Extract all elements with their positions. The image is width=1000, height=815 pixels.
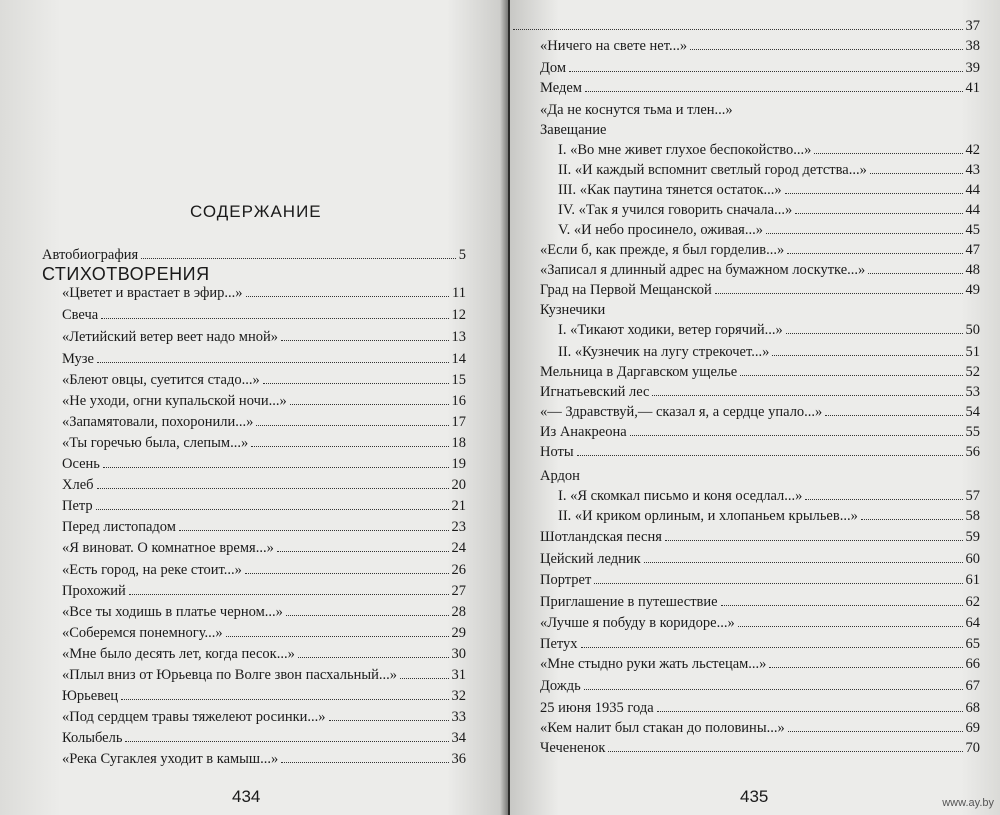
toc-entry-title: Завещание [540,122,607,138]
toc-entry-title: «Ничего на свете нет...» [540,38,688,54]
leader-dots [251,446,448,447]
toc-entry-page: 45 [965,222,980,238]
leader-dots [630,435,963,436]
leader-dots [277,551,449,552]
leader-dots [577,455,963,456]
toc-entry-title: «Да не коснутся тьма и тлен...» [540,102,733,118]
toc-entry-title: Ардон [540,468,580,484]
leader-dots [290,404,449,405]
toc-entry-title: III. «Как паутина тянется остаток...» [558,182,782,198]
toc-entry-title: Свеча [62,307,99,323]
leader-dots [121,699,448,700]
toc-entry-page: 11 [452,285,466,301]
toc-entry-page: 34 [451,730,466,746]
toc-entry-title: «Если б, как прежде, я был горделив...» [540,242,785,258]
leader-dots [129,594,449,595]
toc-entry-page: 51 [965,344,980,360]
toc-entry-title: «Плыл вниз от Юрьевца по Волге звон пасхальный...» [62,667,397,683]
toc-entry-page: 16 [451,393,466,409]
leader-dots [96,509,449,510]
toc-entry [540,571,980,589]
leader-dots [594,583,962,584]
toc-entry-title: Игнатьевский лес [540,384,650,400]
toc-entry [540,121,606,139]
leader-dots [721,605,963,606]
toc-entry-title: «Лучше я побуду в коридоре...» [540,615,735,631]
leader-dots [97,488,449,489]
toc-entry-title: Из Анакреона [540,424,627,440]
leader-dots [584,689,963,690]
toc-entry-title: Перед листопадом [62,519,176,535]
toc-entry [540,403,980,421]
leader-dots [690,49,962,50]
toc-entry-page: 50 [965,322,980,338]
toc-entry-page: 52 [965,364,980,380]
toc-entry-page: 18 [451,435,466,451]
toc-entry-page: 41 [965,80,980,96]
toc-entry-page: 44 [965,182,980,198]
leader-dots [825,415,962,416]
leader-dots [814,153,962,154]
toc-entry-page: 62 [965,594,980,610]
toc-entry-page: 13 [451,329,466,345]
toc-entry-page: 47 [965,242,980,258]
toc-entry-title: 25 июня 1935 года [540,700,654,716]
toc-entry-title: Цейский ледник [540,551,641,567]
toc-entry-page: 5 [458,247,466,263]
toc-entry-page: 33 [451,709,466,725]
toc-entry [540,593,980,611]
leader-dots [97,362,449,363]
toc-entry [62,729,466,747]
toc-entry-title: Колыбель [62,730,123,746]
toc-entry [62,476,466,494]
toc-entry-page: 38 [965,38,980,54]
toc-entry-title: II. «И криком орлиным, и хлопаньем крыльев...» [558,508,858,524]
leader-dots [125,741,448,742]
toc-entry [558,201,980,219]
toc-entry-page: 56 [965,444,980,460]
toc-entry [62,434,466,452]
leader-dots [870,173,963,174]
toc-entry-page: 68 [965,700,980,716]
leader-dots [585,91,963,92]
toc-entry-page: 17 [451,414,466,430]
toc-entry [540,635,980,653]
toc-entry [540,467,580,485]
toc-entry [540,101,733,119]
toc-entry-title: Дом [540,60,567,76]
toc-entry [558,507,980,525]
toc-entry [62,518,466,536]
toc-entry-title: Автобиография [42,247,139,263]
toc-entry-title: V. «И небо просинело, оживая...» [558,222,763,238]
toc-entry [540,423,980,441]
toc-entry-page: 29 [451,625,466,641]
leader-dots [738,626,963,627]
toc-entry-page: 24 [451,540,466,556]
toc-entry [540,550,980,568]
toc-entry-page: 15 [451,372,466,388]
leader-dots [298,657,449,658]
toc-entry-title: «Ты горечью была, слепым...» [62,435,249,451]
toc-entry-page: 28 [451,604,466,620]
toc-entry-page: 39 [965,60,980,76]
leader-dots [329,720,449,721]
toc-entry [540,281,980,299]
leader-dots [868,273,962,274]
leader-dots [569,71,962,72]
toc-entry-title: «Мне было десять лет, когда песок...» [62,646,295,662]
leader-dots [805,499,962,500]
toc-entry-title: «Блеют овцы, суетится стадо...» [62,372,260,388]
leader-dots [581,647,963,648]
toc-entry [62,392,466,410]
leader-dots [787,253,962,254]
toc-entry-title: Прохожий [62,583,126,599]
leader-dots [769,667,962,668]
toc-entry-page: 66 [965,656,980,672]
toc-entry-title: Медем [540,80,582,96]
toc-entry-page: 14 [451,351,466,367]
toc-entry-page: 67 [965,678,980,694]
toc-entry-title: «Я виноват. О комнатное время...» [62,540,274,556]
toc-entry-page: 31 [451,667,466,683]
leader-dots [795,213,962,214]
toc-entry-title: I. «Тикают ходики, ветер горячий...» [558,322,783,338]
leader-dots [665,540,963,541]
leader-dots [263,383,449,384]
toc-entry [510,17,980,35]
leader-dots [101,318,448,319]
toc-entry-title: «Под сердцем травы тяжелеют росинки...» [62,709,326,725]
toc-entry [540,59,980,77]
toc-entry-page: 54 [965,404,980,420]
leader-dots [513,29,963,30]
toc-entry-page: 21 [451,498,466,514]
toc-entry [62,328,466,346]
toc-entry [558,343,980,361]
toc-entry-title: Портрет [540,572,592,588]
toc-entry [62,708,466,726]
toc-entry [540,614,980,632]
right-page [510,0,1000,815]
toc-entry [540,443,980,461]
toc-entry-title: Осень [62,456,100,472]
toc-entry [42,246,466,264]
toc-entry-title: I. «Во мне живет глухое беспокойство...» [558,142,812,158]
toc-entry-page: 64 [965,615,980,631]
toc-entry-page: 37 [965,18,980,34]
toc-entry [540,79,980,97]
toc-entry-page: 32 [451,688,466,704]
toc-entry-title: «Записал я длинный адрес на бумажном лоскутке...» [540,262,866,278]
toc-entry [540,699,980,717]
toc-entry [540,363,980,381]
toc-entry-title: Музе [62,351,94,367]
toc-entry-title: II. «И каждый вспомнит светлый город детства...» [558,162,867,178]
toc-entry-page: 42 [965,142,980,158]
toc-entry [62,413,466,431]
toc-entry-page: 57 [965,488,980,504]
toc-entry-title: II. «Кузнечик на лугу стрекочет...» [558,344,770,360]
leader-dots [788,731,963,732]
toc-entry-page: 20 [451,477,466,493]
toc-entry-title: Приглашение в путешествие [540,594,718,610]
leader-dots [785,193,963,194]
toc-entry [540,528,980,546]
leader-dots [256,425,448,426]
toc-entry-page: 49 [965,282,980,298]
toc-entry [62,624,466,642]
toc-entry-title: «Река Сугаклея уходит в камыш...» [62,751,279,767]
toc-entry [558,221,980,239]
toc-entry [62,497,466,515]
toc-entry-page: 27 [451,583,466,599]
toc-entry-page: 26 [451,562,466,578]
toc-entry-title: «Летийский ветер веет надо мной» [62,329,278,345]
leader-dots [245,573,449,574]
toc-entry [558,141,980,159]
section-heading: СТИХОТВОРЕНИЯ [42,264,210,284]
toc-entry-page: 36 [451,751,466,767]
toc-entry [62,561,466,579]
toc-entry [62,666,466,684]
page-number-right: 435 [740,787,769,806]
leader-dots [740,375,962,376]
toc-entry-title: «Не уходи, огни купальской ночи...» [62,393,287,409]
leader-dots [179,530,449,531]
toc-entry [62,603,466,621]
toc-entry [558,321,980,339]
toc-entry-title: Чечененок [540,740,606,756]
toc-entry-page: 44 [965,202,980,218]
toc-entry [558,161,980,179]
toc-entry [62,284,466,302]
leader-dots [103,467,449,468]
leader-dots [286,615,449,616]
toc-entry [62,455,466,473]
toc-entry-title: Дождь [540,678,581,694]
toc-entry-page: 48 [965,262,980,278]
toc-entry [540,719,980,737]
leader-dots [608,751,962,752]
toc-entry [62,350,466,368]
toc-entry-title: Петух [540,636,578,652]
toc-entry-page: 60 [965,551,980,567]
toc-entry [540,383,980,401]
toc-entry [62,750,466,768]
toc-entry [62,306,466,324]
toc-entry [540,37,980,55]
leader-dots [281,762,448,763]
leader-dots [772,355,962,356]
toc-entry [540,655,980,673]
toc-entry-title: «— Здравствуй,— сказал я, а сердце упало...» [540,404,823,420]
leader-dots [400,678,449,679]
toc-entry-title: Шотландская песня [540,529,662,545]
leader-dots [861,519,963,520]
toc-entry-page: 55 [965,424,980,440]
leader-dots [715,293,963,294]
toc-entry-title: Кузнечики [540,302,606,318]
toc-entry-page: 65 [965,636,980,652]
toc-entry [558,181,980,199]
toc-entry [62,371,466,389]
leader-dots [141,258,456,259]
toc-entry [540,261,980,279]
toc-entry-page: 12 [451,307,466,323]
toc-entry-page: 43 [965,162,980,178]
toc-entry [62,539,466,557]
toc-entry-title: IV. «Так я учился говорить сначала...» [558,202,793,218]
toc-entry-page: 61 [965,572,980,588]
toc-entry [558,487,980,505]
toc-entry [540,301,605,319]
toc-entry-title: Град на Первой Мещанской [540,282,712,298]
toc-entry-title: «Есть город, на реке стоит...» [62,562,242,578]
toc-entry-title: Хлеб [62,477,94,493]
leader-dots [652,395,962,396]
toc-entry-page: 59 [965,529,980,545]
toc-entry [540,677,980,695]
toc-entry-title: I. «Я скомкал письмо и коня оседлал...» [558,488,803,504]
toc-entry-title: «Цветет и врастает в эфир...» [62,285,243,301]
leader-dots [246,296,450,297]
toc-entry-title: Мельница в Даргавском ущелье [540,364,738,380]
toc-entry [540,241,980,259]
toc-entry-title: Ноты [540,444,574,460]
page-number-left: 434 [232,787,261,806]
toc-entry-page: 30 [451,646,466,662]
toc-title: СОДЕРЖАНИЕ [190,202,322,221]
toc-entry-title: Юрьевец [62,688,119,704]
toc-entry-title: «Мне стыдно руки жать льстецам...» [540,656,767,672]
toc-entry-page: 53 [965,384,980,400]
leader-dots [786,333,963,334]
toc-entry-title: «Соберемся понемногу...» [62,625,223,641]
toc-entry-page: 70 [965,740,980,756]
toc-entry [62,582,466,600]
toc-entry [540,739,980,757]
toc-entry-title: «Все ты ходишь в платье черном...» [62,604,283,620]
leader-dots [281,340,449,341]
leader-dots [226,636,449,637]
watermark: www.ay.by [942,797,994,809]
leader-dots [644,562,963,563]
leader-dots [657,711,963,712]
toc-entry-title: «Кем налит был стакан до половины...» [540,720,785,736]
toc-entry-page: 23 [451,519,466,535]
toc-entry-page: 19 [451,456,466,472]
toc-entry [62,645,466,663]
toc-entry [62,687,466,705]
toc-entry-title: Петр [62,498,93,514]
toc-entry-title: «Запамятовали, похоронили...» [62,414,254,430]
toc-entry-page: 69 [965,720,980,736]
leader-dots [766,233,963,234]
toc-entry-page: 58 [965,508,980,524]
